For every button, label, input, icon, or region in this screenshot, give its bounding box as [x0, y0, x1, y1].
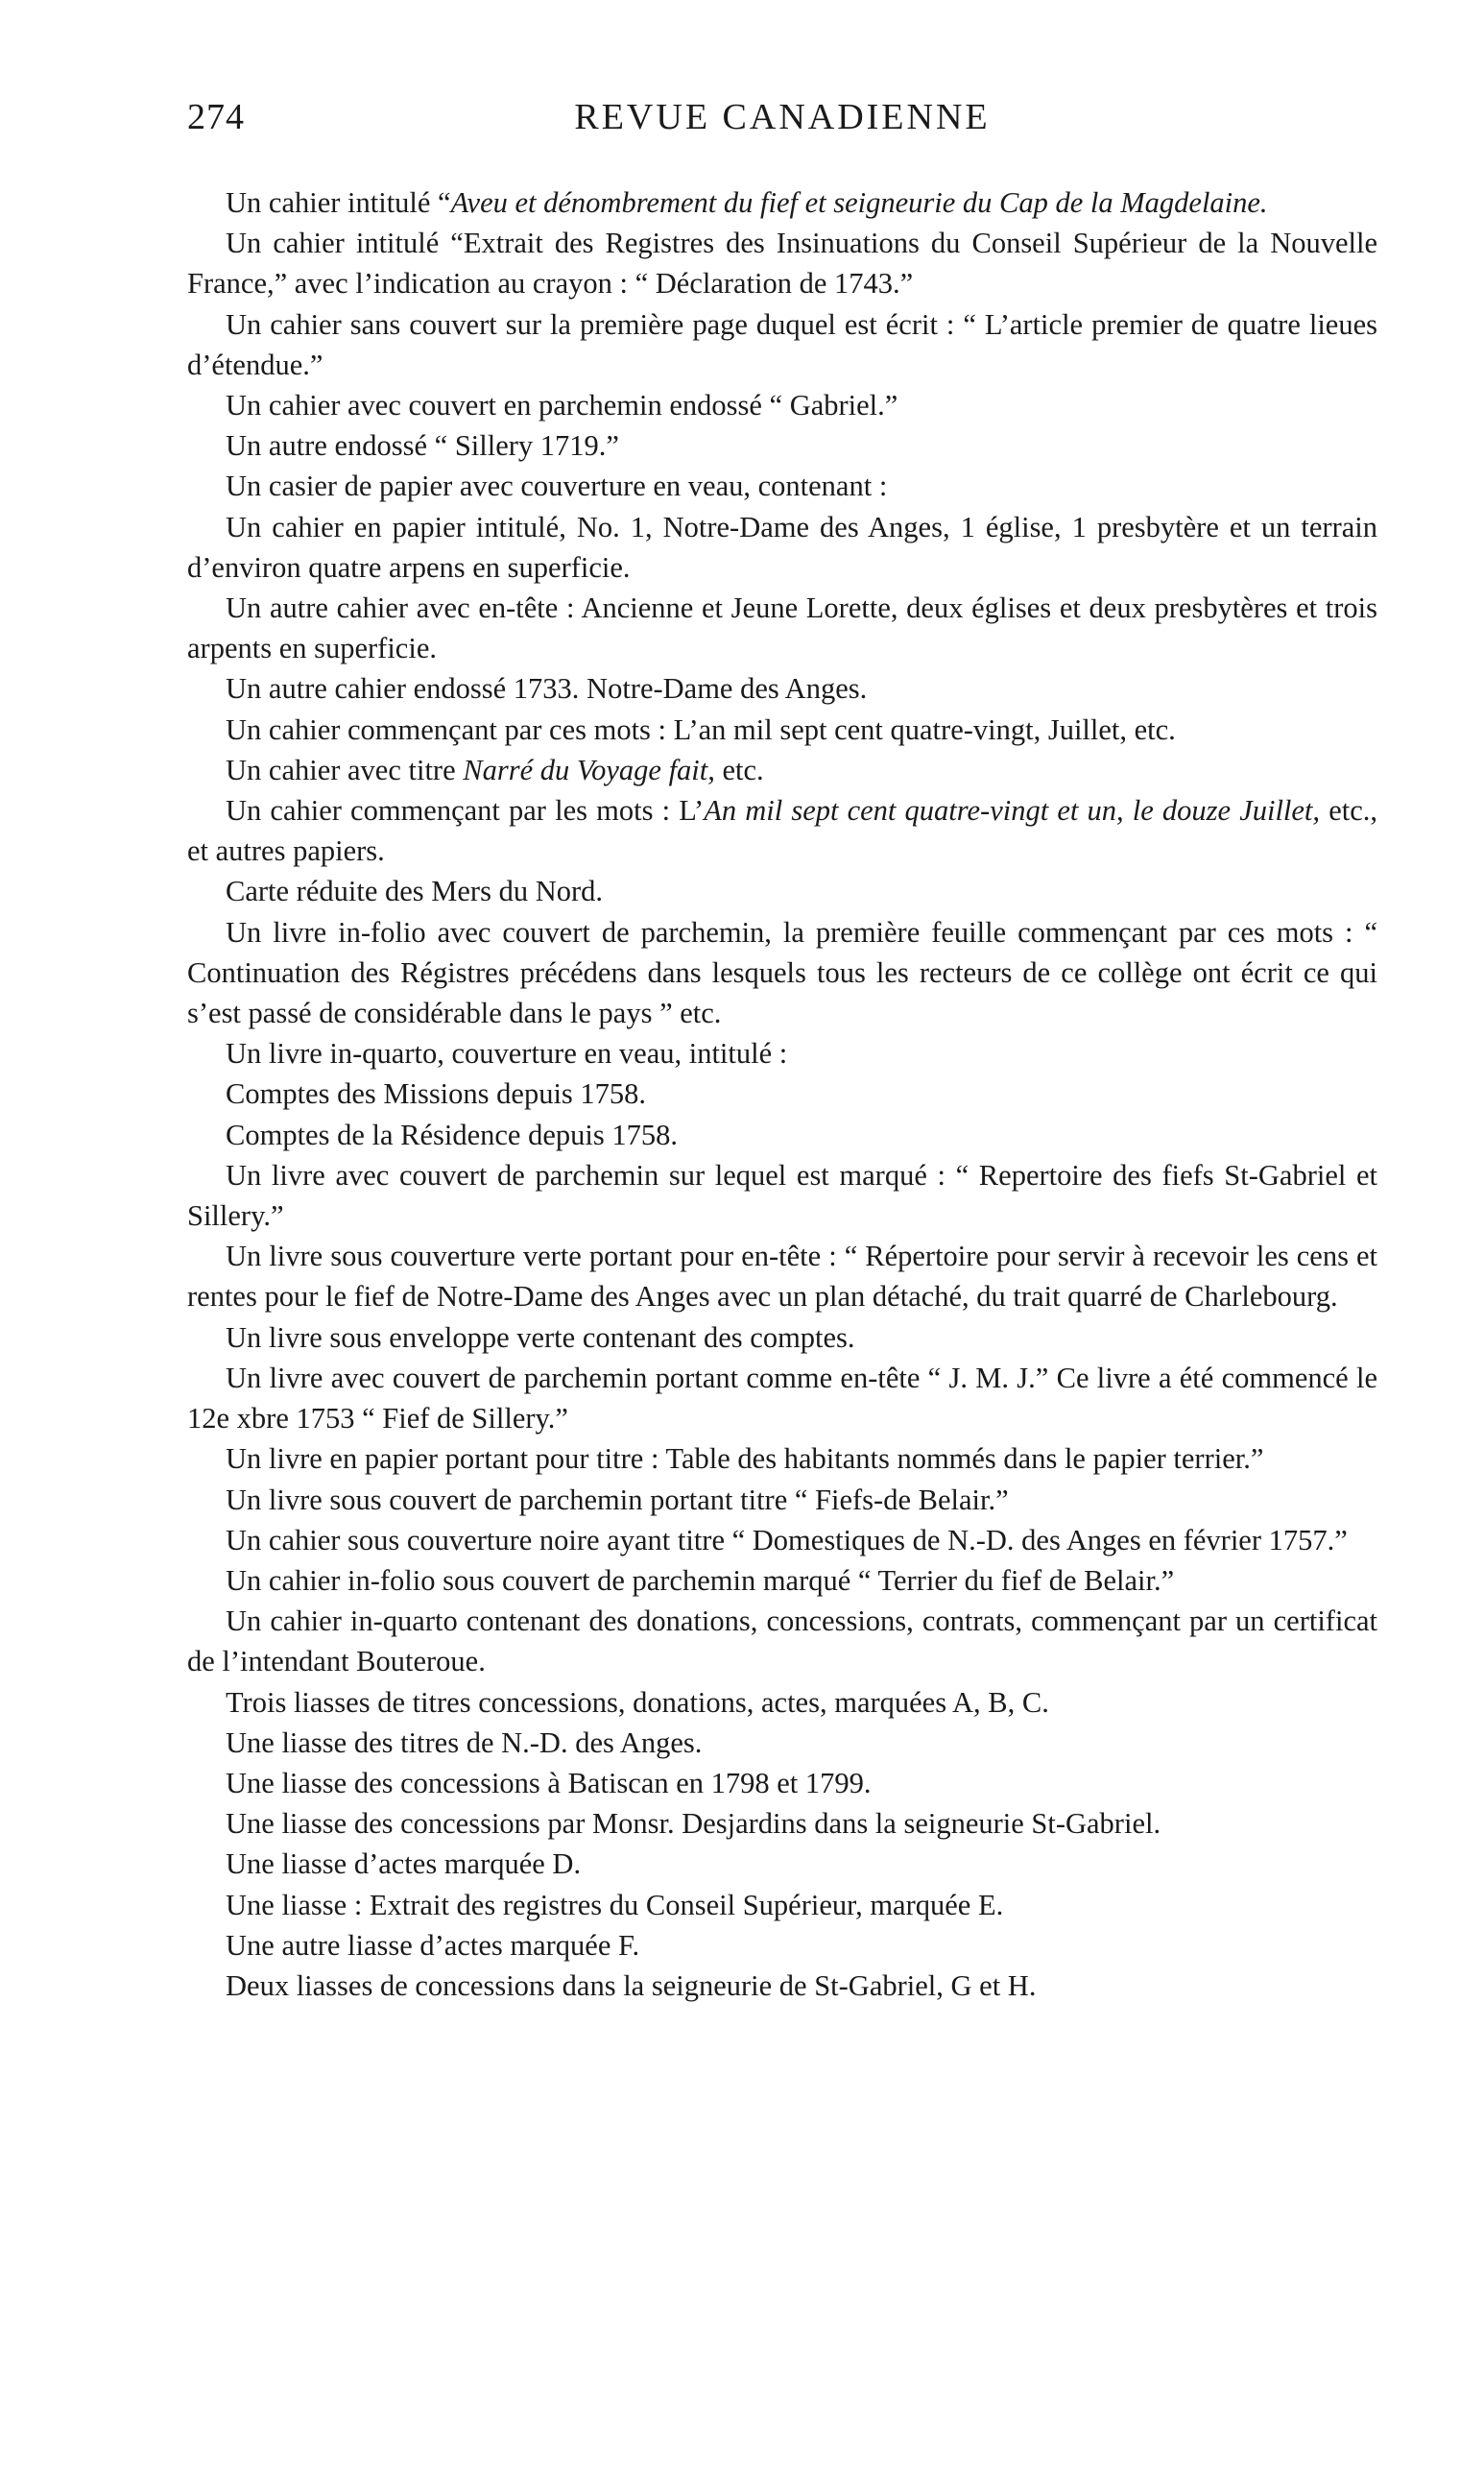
entry-text: Un casier de papier avec couverture en veau, contenant :	[226, 470, 888, 503]
entry-text-suffix: etc., et autres papiers.	[187, 794, 1377, 868]
inventory-entry	[187, 425, 1377, 466]
inventory-entry	[187, 1682, 1377, 1723]
entry-text-suffix: etc.	[714, 753, 764, 786]
inventory-entry	[187, 1438, 1377, 1479]
inventory-entry	[187, 182, 1377, 223]
entry-text: Un livre avec couvert de parchemin sur lequel est marqué : “ Repertoire des fiefs St-Gabriel et Sillery.”	[187, 1158, 1377, 1233]
entry-text: Un autre endossé “ Sillery 1719.”	[226, 429, 619, 463]
inventory-entry	[187, 385, 1377, 425]
entry-text: Un livre avec couvert de parchemin portant comme en-tête “ J. M. J.” Ce livre a été commencé le 12e xbre 1753 “ Fief de Sillery.”	[187, 1361, 1377, 1436]
inventory-entry	[187, 507, 1377, 588]
entry-text: Une autre liasse d’actes marquée F.	[226, 1928, 640, 1962]
entry-text: Un cahier in-folio sous couvert de parchemin marqué “ Terrier du fief de Belair.”	[226, 1563, 1175, 1597]
inventory-entry	[187, 1115, 1377, 1155]
entry-italic-title: Narré du Voyage fait,	[463, 753, 715, 786]
inventory-entry	[187, 1803, 1377, 1844]
entry-text: Un livre sous couverture verte portant pour en-tête : “ Répertoire pour servir à recevoir les cens et rentes pour le fief de Notre-Dame des Anges avec un plan détaché, du trait quarré de Charlebourg.	[187, 1240, 1377, 1314]
entry-text: Un cahier in-quarto contenant des donations, concessions, contrats, commençant par un certificat de l’intendant Bouteroue.	[187, 1604, 1377, 1678]
inventory-entry	[187, 912, 1377, 1034]
inventory-entry	[187, 1155, 1377, 1236]
entry-text: Un cahier intitulé “Extrait des Registres des Insinuations du Conseil Supérieur de la Nouvelle France,” avec l’indication au crayon : “ Déclaration de 1743.”	[187, 227, 1377, 301]
entry-text: Une liasse : Extrait des registres du Conseil Supérieur, marquée E.	[226, 1888, 1004, 1921]
entry-text: Une liasse des titres de N.-D. des Anges.	[226, 1725, 703, 1759]
inventory-entry	[187, 1520, 1377, 1560]
entry-text: Un livre in-folio avec couvert de parchemin, la première feuille commençant par ces mots : “ Continuation des Régistres précédens dans lesquels tous les recteurs de ce collège ont écrit ce qui s’est passé de considérable dans le pays ” etc.	[187, 915, 1377, 1030]
inventory-entry	[187, 1480, 1377, 1520]
inventory-list	[187, 182, 1377, 2006]
entry-text: Un livre in-quarto, couverture en veau, intitulé :	[226, 1037, 788, 1071]
entry-text: Un cahier avec titre	[226, 753, 464, 786]
page-header	[187, 96, 1377, 154]
entry-text: Un autre cahier endossé 1733. Notre-Dame des Anges.	[226, 672, 868, 706]
inventory-entry	[187, 1723, 1377, 1763]
inventory-entry	[187, 1925, 1377, 1966]
running-title: REVUE CANADIENNE	[574, 97, 991, 137]
inventory-entry	[187, 750, 1377, 790]
inventory-entry	[187, 1844, 1377, 1884]
entry-italic-title: An mil sept cent quatre-vingt et un, le douze Juillet,	[704, 794, 1321, 828]
entry-text: Un cahier sans couvert sur la première page duquel est écrit : “ L’article premier de quatre lieues d’étendue.”	[187, 307, 1377, 381]
entry-text: Trois liasses de titres concessions, donations, actes, marquées A, B, C.	[226, 1685, 1049, 1719]
entry-text: Un cahier avec couvert en parchemin endossé “ Gabriel.”	[226, 389, 898, 422]
inventory-entry	[187, 1358, 1377, 1438]
inventory-entry	[187, 1033, 1377, 1074]
entry-text: Comptes des Missions depuis 1758.	[226, 1077, 647, 1111]
entry-text: Un cahier en papier intitulé, No. 1, Notre-Dame des Anges, 1 église, 1 presbytère et un terrain d’environ quatre arpens en superficie.	[187, 510, 1377, 584]
inventory-entry	[187, 1074, 1377, 1114]
entry-text: Un cahier commençant par les mots : L’	[226, 794, 705, 828]
entry-text: Un cahier sous couverture noire ayant titre “ Domestiques de N.-D. des Anges en février 1757.”	[226, 1523, 1348, 1556]
inventory-entry	[187, 223, 1377, 303]
entry-text: Carte réduite des Mers du Nord.	[226, 875, 604, 908]
inventory-entry	[187, 588, 1377, 668]
entry-text: Une liasse des concessions à Batiscan en 1798 et 1799.	[226, 1766, 872, 1799]
inventory-entry	[187, 710, 1377, 750]
inventory-entry	[187, 466, 1377, 506]
inventory-entry	[187, 1317, 1377, 1358]
inventory-entry	[187, 1601, 1377, 1681]
entry-italic-title: Aveu et dénombrement du fief et seigneurie du Cap de la Magdelaine.	[450, 186, 1268, 219]
entry-text: Un livre sous enveloppe verte contenant des comptes.	[226, 1320, 855, 1354]
entry-text: Un autre cahier avec en-tête : Ancienne et Jeune Lorette, deux églises et deux presbytères et trois arpents en superficie.	[187, 591, 1377, 665]
inventory-entry	[187, 1560, 1377, 1601]
entry-text: Un cahier intitulé “	[226, 186, 451, 219]
inventory-entry	[187, 304, 1377, 385]
entry-text: Un cahier commençant par ces mots : L’an mil sept cent quatre-vingt, Juillet, etc.	[226, 712, 1176, 746]
entry-text: Comptes de la Résidence depuis 1758.	[226, 1118, 678, 1151]
page-number: 274	[187, 97, 245, 137]
inventory-entry	[187, 1885, 1377, 1925]
inventory-entry	[187, 871, 1377, 911]
entry-text: Une liasse d’actes marquée D.	[226, 1847, 582, 1881]
inventory-entry	[187, 1763, 1377, 1803]
entry-text: Un livre en papier portant pour titre : Table des habitants nommés dans le papier terrier.”	[226, 1442, 1264, 1476]
entry-text: Un livre sous couvert de parchemin portant titre “ Fiefs-de Belair.”	[226, 1483, 1009, 1516]
inventory-entry	[187, 1236, 1377, 1316]
inventory-entry	[187, 668, 1377, 709]
inventory-entry	[187, 1966, 1377, 2006]
entry-text: Deux liasses de concessions dans la seigneurie de St-Gabriel, G et H.	[226, 1968, 1037, 2002]
entry-text: Une liasse des concessions par Monsr. Desjardins dans la seigneurie St-Gabriel.	[226, 1807, 1161, 1841]
inventory-entry	[187, 790, 1377, 871]
